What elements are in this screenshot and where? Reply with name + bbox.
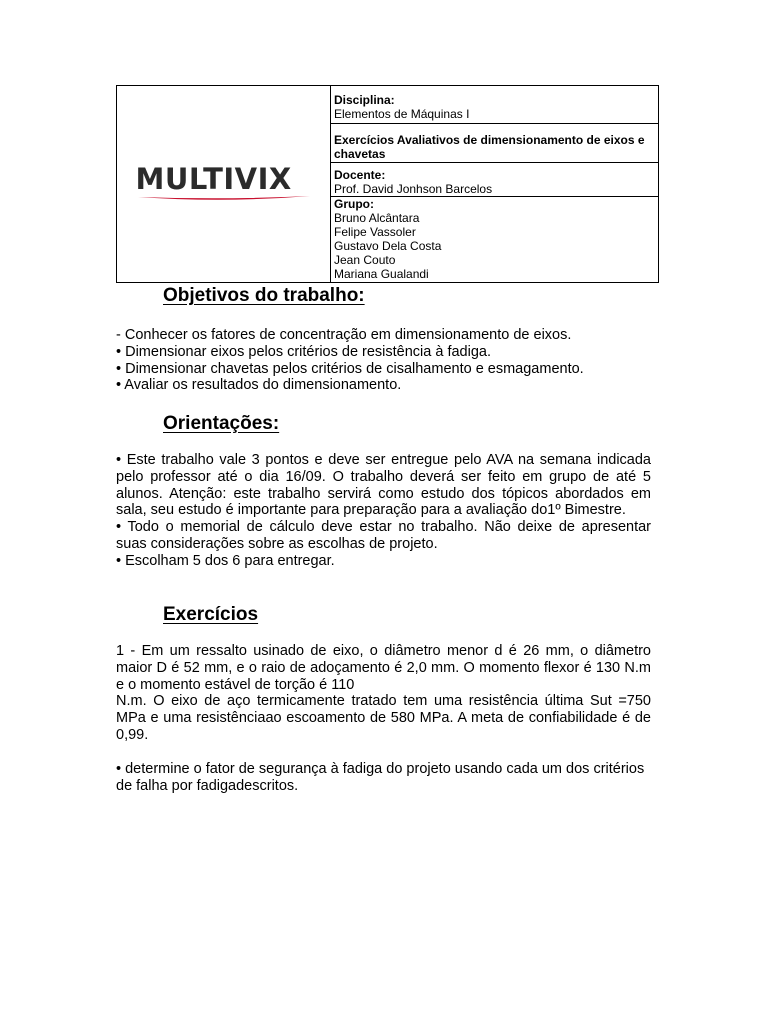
- exercicio-1-statement: 1 - Em um ressalto usinado de eixo, o diâmetro menor d é 26 mm, o diâmetro maior D é 52 mm, e o raio de adoçamento é 2,0 mm. O momento flexor é 130 N.m e o momento estável de torção é 110: [116, 643, 651, 693]
- grupo-row: [331, 197, 658, 282]
- disciplina-value: Elementos de Máquinas I: [334, 107, 470, 121]
- grupo-member: Felipe Vassoler: [334, 225, 416, 239]
- docente-label: Docente:: [334, 168, 386, 182]
- exercicio-1-statement-cont: N.m. O eixo de aço termicamente tratado tem uma resistência última Sut =750 MPa e uma resistênciaao escoamento de 580 MPa. A meta de confiabilidade é de 0,99.: [116, 693, 651, 743]
- exercicio-1-task: [116, 761, 651, 795]
- logo-cell: [117, 86, 331, 282]
- objetivo-item: • Dimensionar eixos pelos critérios de resistência à fadiga.: [116, 343, 492, 360]
- exercicios-heading: Exercícios: [163, 604, 259, 625]
- docente-row: [331, 163, 658, 197]
- exercicios-title: Exercícios Avaliativos de dimensionamento de eixos e chavetas: [334, 133, 645, 161]
- logo-text: MULTIVIX: [135, 162, 292, 196]
- objetivo-item: • Dimensionar chavetas pelos critérios de cisalhamento e esmagamento.: [116, 360, 584, 377]
- objetivo-item: - Conhecer os fatores de concentração em dimensionamento de eixos.: [116, 327, 572, 343]
- orientacoes-list: [116, 452, 651, 570]
- objetivo-item: • Avaliar os resultados do dimensionamento.: [116, 377, 402, 394]
- info-cell: [331, 86, 658, 282]
- orientacao-item: • Escolham 5 dos 6 para entregar.: [116, 552, 335, 569]
- disciplina-label: Disciplina:: [334, 93, 395, 107]
- objetivos-list: [116, 327, 651, 394]
- grupo-member: Mariana Gualandi: [334, 267, 429, 281]
- grupo-label: Grupo:: [334, 197, 374, 211]
- orientacoes-title: Orientações:: [163, 413, 280, 434]
- docente-value: Prof. David Jonhson Barcelos: [334, 182, 493, 196]
- exercicio-1: [116, 643, 651, 744]
- grupo-member: Jean Couto: [334, 253, 396, 267]
- orientacao-item: • Todo o memorial de cálculo deve estar no trabalho. Não deixe de apresentar suas considerações sobre as escolhas de projeto.: [116, 519, 651, 552]
- multivix-logo: [136, 164, 312, 204]
- orientacao-item: • Este trabalho vale 3 pontos e deve ser entregue pelo AVA na semana indicada pelo professor até o dia 16/09. O trabalho deverá ser feito em grupo de até 5 alunos. Atenção: este trabalho servirá como estudo dos tópicos abordados em sala, seu estudo é importante para preparação para a avaliação do1º Bimestre.: [116, 452, 651, 519]
- disciplina-row: [331, 86, 658, 124]
- exercicio-1-task-text: • determine o fator de segurança à fadiga do projeto usando cada um dos critérios de falha por fadigadescritos.: [116, 761, 645, 794]
- objetivos-title: Objetivos do trabalho:: [163, 285, 365, 306]
- exercicios-row: [331, 124, 658, 163]
- header-table: [116, 85, 659, 283]
- grupo-member: Gustavo Dela Costa: [334, 239, 442, 253]
- logo-swoosh: [136, 194, 312, 204]
- grupo-member: Bruno Alcântara: [334, 211, 420, 225]
